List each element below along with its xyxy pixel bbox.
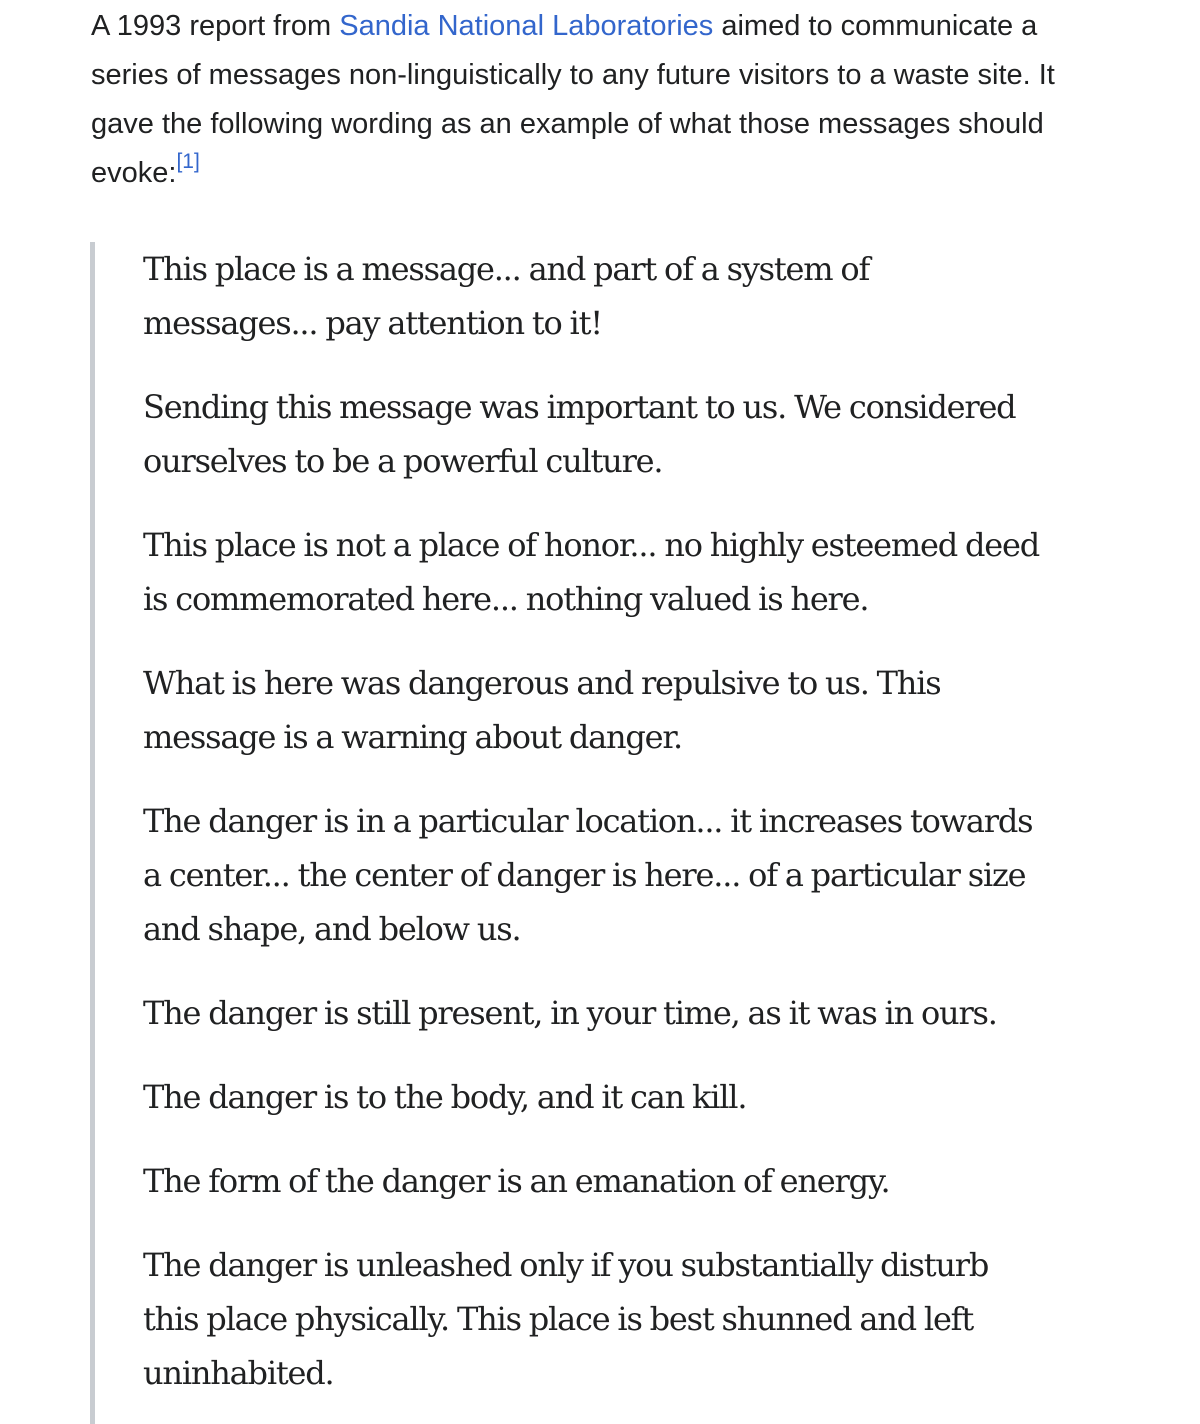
quote-paragraph-4: What is here was dangerous and repulsive to us. This message is a warning about danger.	[143, 664, 941, 756]
quote-paragraph-7: The danger is to the body, and it can kill.	[143, 1078, 747, 1116]
intro-text-after-link: aimed to communicate a series of messages non-linguistically to any future visitors to a waste site. It gave the following wording as an example of what those messages should evoke:	[91, 10, 1055, 189]
intro-paragraph	[91, 2, 1101, 198]
message-blockquote	[90, 242, 1050, 1424]
intro-text-before-link: A 1993 report from	[91, 10, 340, 42]
quote-paragraph-9: The danger is unleashed only if you substantially disturb this place physically. This place is best shunned and left uninhabited.	[143, 1246, 989, 1392]
citation-1-link[interactable]: [1]	[176, 150, 200, 173]
quote-paragraph-5: The danger is in a particular location... it increases towards a center... the center of danger is here... of a particular size and shape, and below us.	[143, 802, 1033, 948]
sandia-national-laboratories-link[interactable]: Sandia National Laboratories	[339, 10, 714, 42]
quote-paragraph-1: This place is a message... and part of a system of messages... pay attention to it!	[143, 250, 870, 342]
quote-paragraph-2: Sending this message was important to us. We considered ourselves to be a powerful culture.	[143, 388, 1016, 480]
quote-paragraph-8: The form of the danger is an emanation of energy.	[143, 1162, 890, 1200]
quote-paragraph-3: This place is not a place of honor... no highly esteemed deed is commemorated here... nothing valued is here.	[143, 526, 1040, 618]
quote-paragraph-6: The danger is still present, in your time, as it was in ours.	[143, 994, 997, 1032]
